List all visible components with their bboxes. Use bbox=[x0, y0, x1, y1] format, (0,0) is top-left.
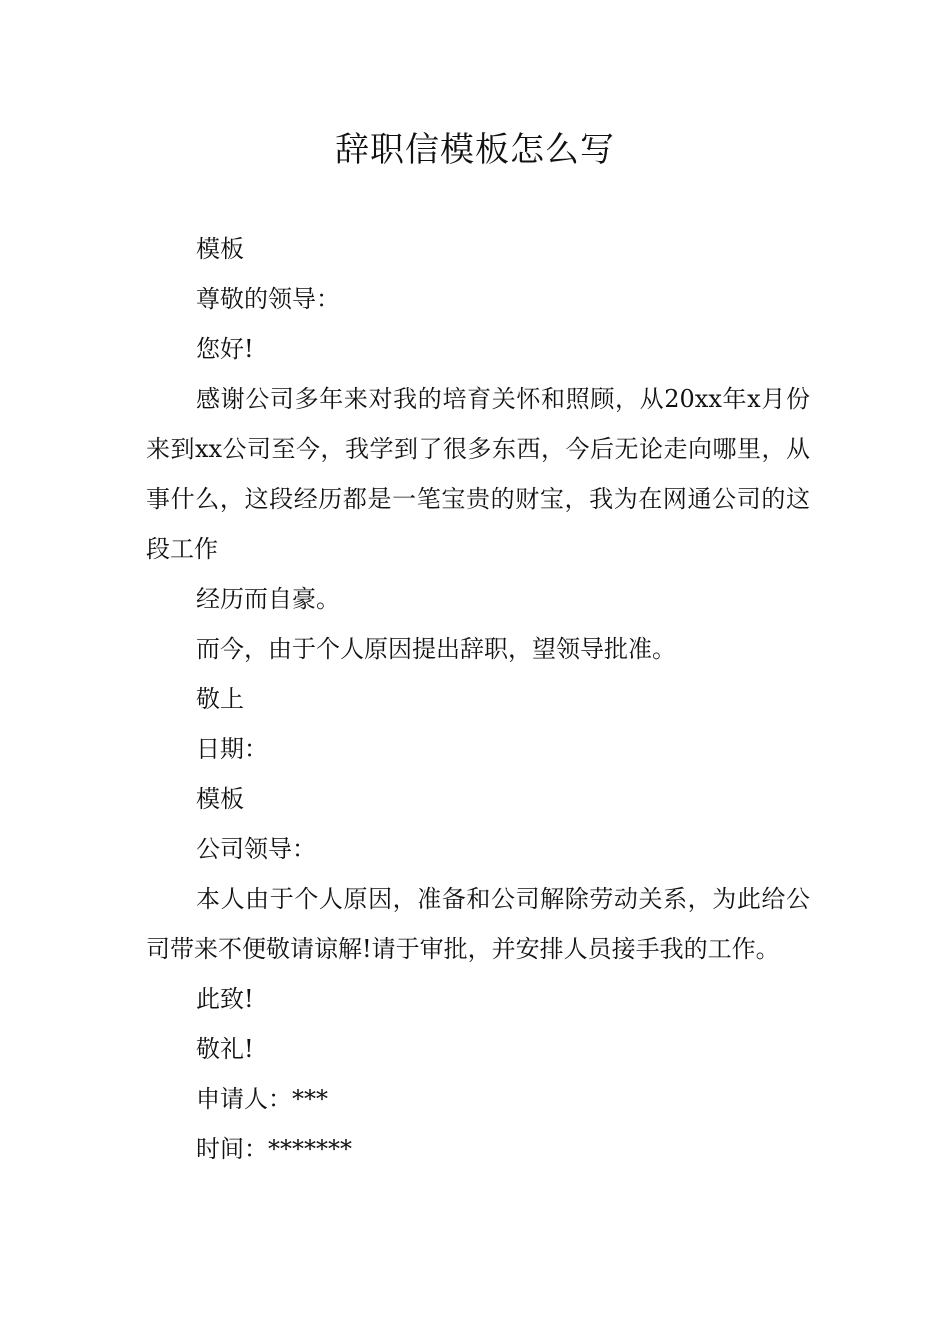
paragraph-salutation-1: 尊敬的领导： bbox=[196, 285, 340, 313]
document-body bbox=[146, 224, 810, 1174]
paragraph-closing-2: 此致! bbox=[196, 985, 254, 1013]
paragraph-closing-1: 敬上 bbox=[196, 685, 244, 713]
paragraph-template-label-2: 模板 bbox=[196, 785, 244, 813]
paragraph-date-label: 日期： bbox=[196, 735, 268, 763]
paragraph-applicant: 申请人：*** bbox=[196, 1085, 328, 1113]
paragraph-greeting: 您好! bbox=[196, 335, 254, 363]
paragraph-request: 本人由于个人原因，准备和公司解除劳动关系，为此给公司带来不便敬请谅解!请于审批，并安排人员接手我的工作。 bbox=[146, 885, 810, 963]
paragraph-template-label-1: 模板 bbox=[196, 235, 244, 263]
paragraph-regards: 敬礼! bbox=[196, 1035, 254, 1063]
paragraph-pride: 经历而自豪。 bbox=[196, 585, 340, 613]
document-title: 辞职信模板怎么写 bbox=[335, 130, 615, 170]
paragraph-salutation-2: 公司领导： bbox=[196, 835, 316, 863]
paragraph-time: 时间：******* bbox=[196, 1135, 352, 1163]
paragraph-thanks: 感谢公司多年来对我的培育关怀和照顾，从20xx年x月份来到xx公司至今，我学到了很多东西，今后无论走向哪里，从事什么，这段经历都是一笔宝贵的财宝，我为在网通公司的这段工作 bbox=[146, 385, 810, 563]
paragraph-resignation-reason: 而今，由于个人原因提出辞职，望领导批准。 bbox=[196, 635, 676, 663]
